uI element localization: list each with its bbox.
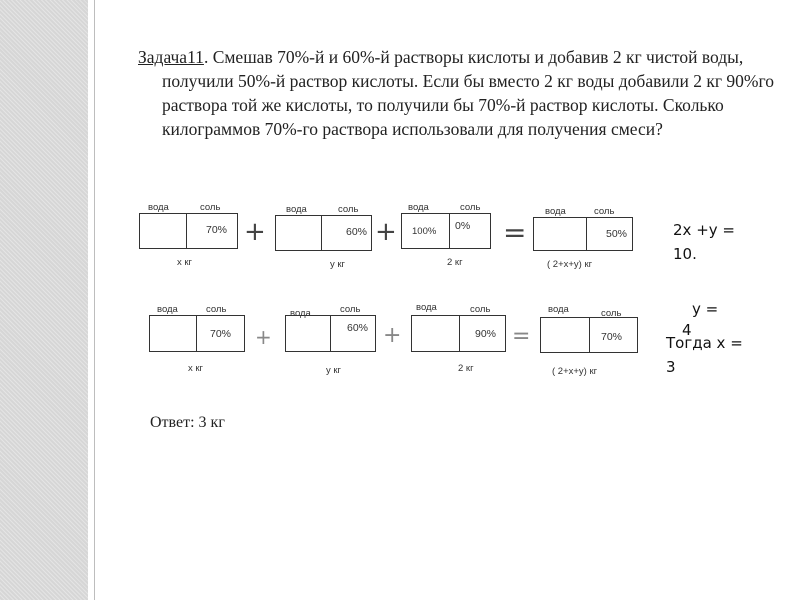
solution-box <box>540 317 638 353</box>
problem-label: Задача11 <box>138 47 204 67</box>
salt-label: соль <box>206 304 227 315</box>
equation-1-line-2: 10. <box>673 245 697 263</box>
problem-statement <box>138 45 792 141</box>
salt-percent: 0% <box>455 220 471 232</box>
salt-percent: 70% <box>210 328 232 340</box>
salt-label: соль <box>594 206 615 217</box>
mass-label: у кг <box>330 259 346 270</box>
equals-sign: = <box>503 216 527 249</box>
mass-label: ( 2+х+у) кг <box>552 366 598 377</box>
equation-3-line-1: Тогда х = <box>666 334 743 352</box>
plus-sign: + <box>255 325 272 349</box>
equation-1-line-1: 2х +у = <box>673 221 735 239</box>
salt-label: соль <box>470 304 491 315</box>
salt-label: соль <box>340 304 361 315</box>
answer-text: Ответ: 3 кг <box>150 414 225 431</box>
mass-label: у кг <box>326 365 342 376</box>
mass-label: 2 кг <box>458 363 474 374</box>
water-percent: 100% <box>412 226 437 237</box>
mass-label: х кг <box>188 363 204 374</box>
salt-label: соль <box>200 202 221 213</box>
plus-sign: + <box>375 217 397 247</box>
salt-percent: 60% <box>346 226 368 238</box>
water-label: вода <box>286 204 307 215</box>
water-label: вода <box>408 202 429 213</box>
salt-percent: 70% <box>601 331 623 343</box>
water-label: вода <box>157 304 178 315</box>
mass-label: 2 кг <box>447 257 463 268</box>
water-label: вода <box>545 206 566 217</box>
water-label: вода <box>148 202 169 213</box>
salt-label: соль <box>601 308 622 319</box>
water-label: вода <box>290 308 311 319</box>
decorative-side-band <box>0 0 88 600</box>
equation-2-line-1: у = <box>692 300 719 318</box>
water-label: вода <box>416 302 437 313</box>
salt-label: соль <box>460 202 481 213</box>
mass-label: х кг <box>177 257 193 268</box>
equation-2-line-2: 4 <box>682 321 692 339</box>
salt-label: соль <box>338 204 359 215</box>
equals-sign: = <box>512 324 531 349</box>
salt-percent: 90% <box>475 328 497 340</box>
side-band-divider <box>94 0 95 600</box>
salt-percent: 50% <box>606 228 628 240</box>
plus-sign: + <box>383 323 402 348</box>
plus-sign: + <box>244 217 266 247</box>
mass-label: ( 2+х+у) кг <box>547 259 593 270</box>
equation-3-line-2: 3 <box>666 358 676 376</box>
water-label: вода <box>548 304 569 315</box>
salt-percent: 60% <box>347 322 369 334</box>
problem-text: . Смешав 70%-й и 60%-й растворы кислоты и добавив 2 кг чистой воды, получили 50%-й раствор кислоты. Если бы вместо 2 кг воды добавили 2 кг 90%го раствора той же кислоты, то получили бы 70%-й раствор кислоты. Сколько килограммов 70%-го раствора использовали для получения смеси? <box>162 47 774 139</box>
salt-percent: 70% <box>206 224 228 236</box>
